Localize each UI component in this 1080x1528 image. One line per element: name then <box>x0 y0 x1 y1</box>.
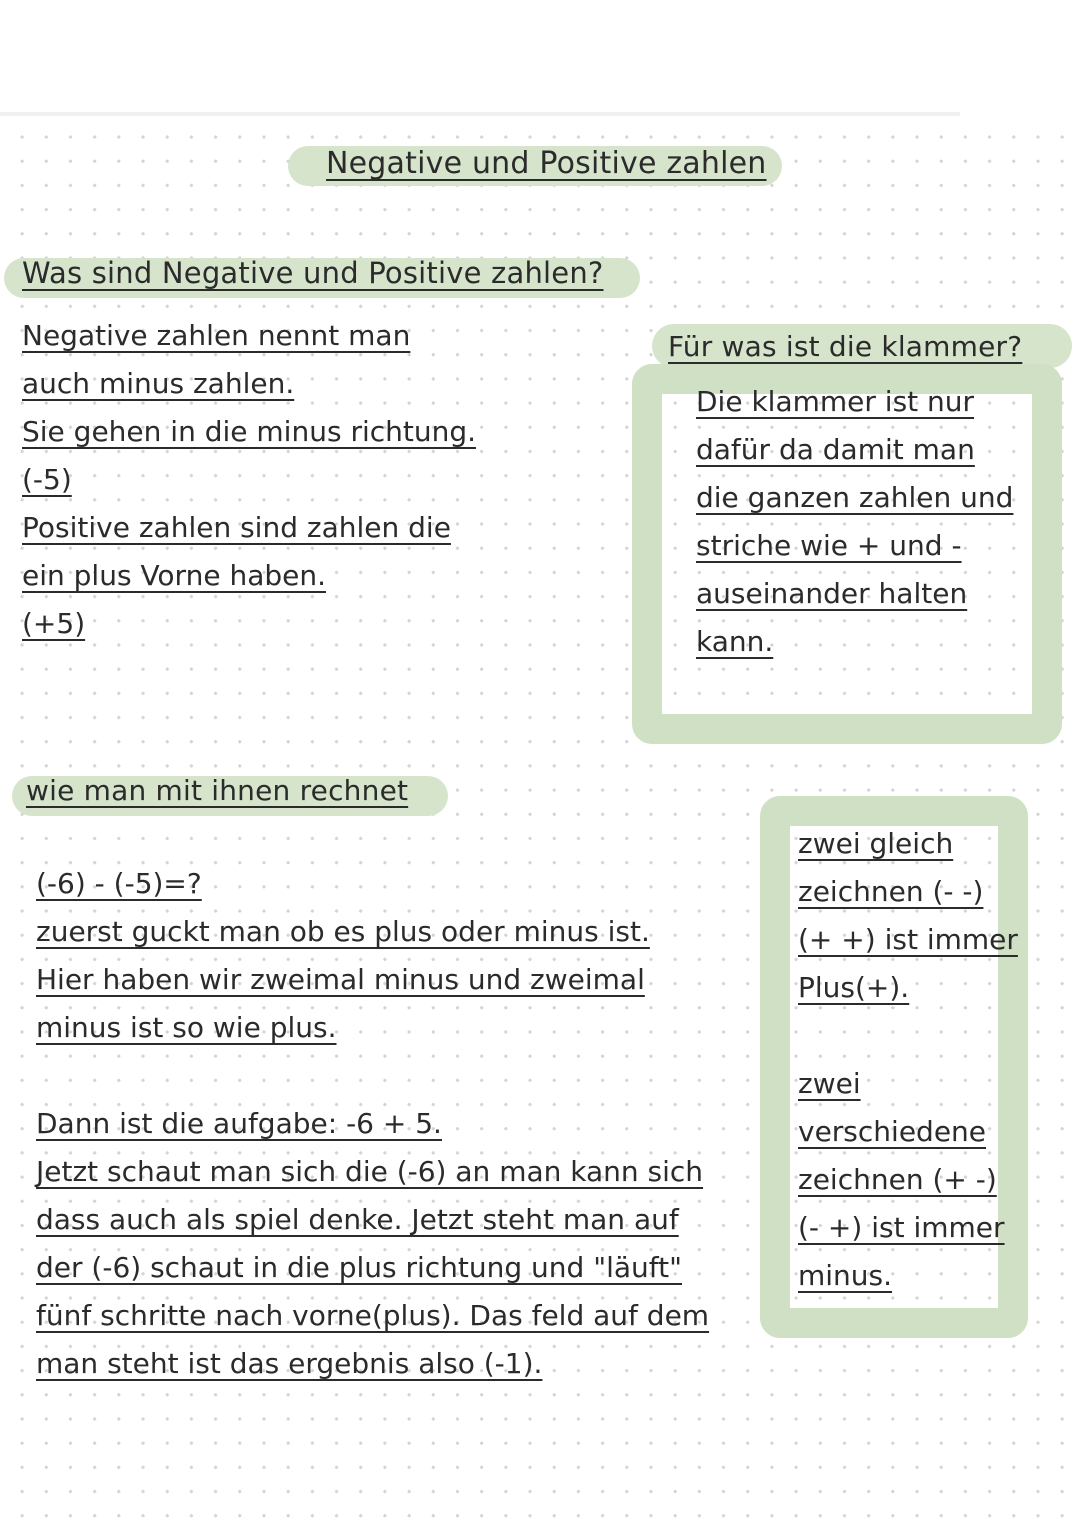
section1-line: (-5) <box>22 463 72 496</box>
section2-paragraph1 <box>36 860 650 1052</box>
rule-line: verschiedene <box>798 1115 987 1148</box>
calc-line: dass auch als spiel denke. Jetzt steht man auf <box>36 1203 679 1236</box>
klammer-line: dafür da damit man <box>696 433 975 466</box>
top-margin <box>0 0 1080 116</box>
rule-line: zeichnen (+ -) <box>798 1163 997 1196</box>
rules-box-rule2 <box>798 1060 1005 1300</box>
section2-paragraph2 <box>36 1100 709 1388</box>
section1-heading: Was sind Negative und Positive zahlen? <box>22 256 604 290</box>
rule-line: zwei gleich <box>798 827 954 860</box>
calc-line: man steht ist das ergebnis also (-1). <box>36 1347 543 1380</box>
calc-line: zuerst guckt man ob es plus oder minus ist. <box>36 915 650 948</box>
section1-line: Negative zahlen nennt man <box>22 319 411 352</box>
rules-box-rule1 <box>798 820 1018 1012</box>
klammer-line: kann. <box>696 625 774 658</box>
section1-line: auch minus zahlen. <box>22 367 295 400</box>
section1-line: (+5) <box>22 607 86 640</box>
calc-line: der (-6) schaut in die plus richtung und "läuft" <box>36 1251 683 1284</box>
klammer-heading: Für was ist die klammer? <box>668 330 1023 363</box>
rule-line: minus. <box>798 1259 893 1292</box>
rule-line: zwei <box>798 1067 861 1100</box>
calc-line: minus ist so wie plus. <box>36 1011 337 1044</box>
rule-line: zeichnen (- -) <box>798 875 984 908</box>
rule-line: (- +) ist immer <box>798 1211 1005 1244</box>
rule-line: Plus(+). <box>798 971 910 1004</box>
klammer-line: auseinander halten <box>696 577 968 610</box>
section1-line: Sie gehen in die minus richtung. <box>22 415 477 448</box>
calc-line: Jetzt schaut man sich die (-6) an man kann sich <box>36 1155 704 1188</box>
page-title: Negative und Positive zahlen <box>326 146 767 181</box>
klammer-line: Die klammer ist nur <box>696 385 975 418</box>
klammer-box-body <box>696 378 1013 666</box>
calc-line: (-6) - (-5)=? <box>36 867 202 900</box>
calc-line: Dann ist die aufgabe: -6 + 5. <box>36 1107 442 1140</box>
klammer-line: die ganzen zahlen und <box>696 481 1014 514</box>
klammer-line: striche wie + und - <box>696 529 962 562</box>
calc-line: Hier haben wir zweimal minus und zweimal <box>36 963 645 996</box>
section1-body <box>22 312 476 648</box>
section1-line: Positive zahlen sind zahlen die <box>22 511 451 544</box>
section1-line: ein plus Vorne haben. <box>22 559 326 592</box>
section2-heading: wie man mit ihnen rechnet <box>26 774 409 807</box>
calc-line: fünf schritte nach vorne(plus). Das feld auf dem <box>36 1299 710 1332</box>
rule-line: (+ +) ist immer <box>798 923 1018 956</box>
